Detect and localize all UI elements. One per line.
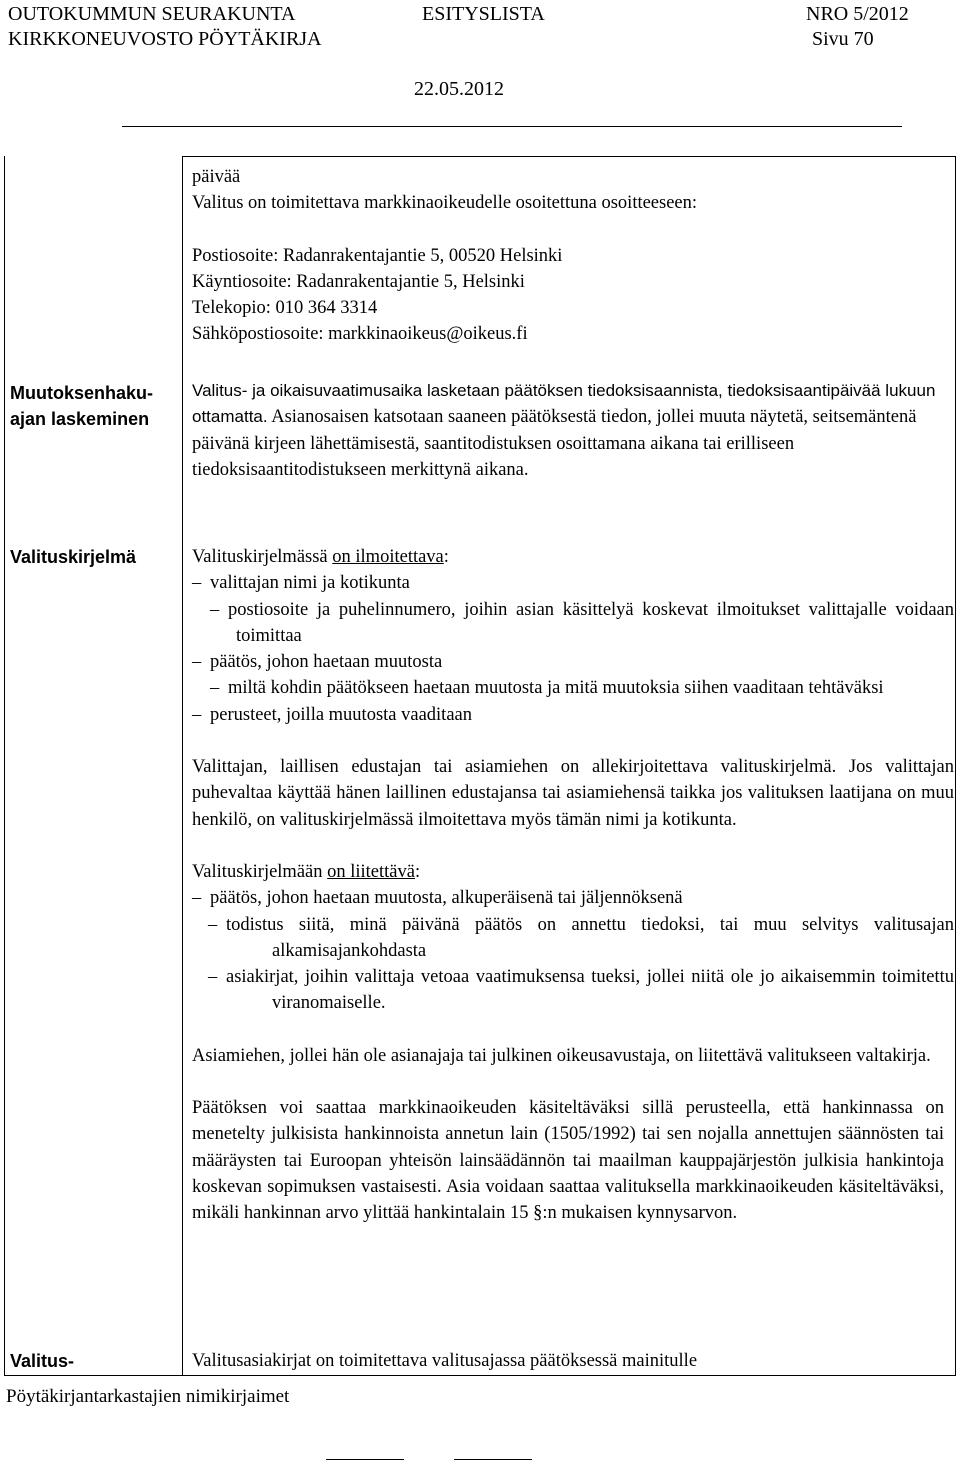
footer-label: Pöytäkirjantarkastajien nimikirjaimet: [6, 1386, 290, 1407]
address-line: päivää: [192, 167, 241, 187]
deadline-text: [192, 378, 958, 483]
letter-section: [192, 544, 954, 1227]
delivery-text: Valitusasiakirjat on toimitettava valitusajassa päätöksessä mainitulle: [192, 1351, 698, 1371]
left-border: [4, 156, 5, 1376]
page-number: Sivu 70: [812, 28, 874, 50]
column-divider: [182, 156, 183, 1376]
table-top-rule: [182, 156, 956, 157]
address-line: Telekopio: 010 364 3314: [192, 298, 378, 319]
right-border: [955, 156, 956, 1376]
signature-line: [454, 1459, 532, 1460]
address-line: Käyntiosoite: Radanrakentajantie 5, Helsinki: [192, 271, 525, 292]
list-item: – miltä kohdin päätökseen haetaan muutosta ja mitä muutoksia siihen vaaditaan tehtäväksi: [210, 678, 884, 699]
meeting-date: 22.05.2012: [414, 78, 504, 100]
address-line: Postiosoite: Radanrakentajantie 5, 00520 Helsinki: [192, 245, 563, 266]
letter-intro: Valituskirjelmässä on ilmoitettava:: [192, 547, 449, 567]
address-line: Valitus on toimitettava markkinaoikeudelle osoitettuna osoitteeseen:: [192, 193, 698, 214]
list-item: – perusteet, joilla muutosta vaaditaan: [192, 704, 472, 725]
power-of-attorney-paragraph: Asiamiehen, jollei hän ole asianajaja tai julkinen oikeusavustaja, on liitettävä valitukseen valtakirja.: [192, 1045, 931, 1066]
signing-paragraph: Valittajan, laillisen edustajan tai asiamiehen on allekirjoitettava valituskirjelmä. Jos valittajan puhevaltaa käyttää hänen laillinen edustajansa tai asiamiehensä taikka jos valituksen laatijana on muu henkilö, on valituskirjelmässä ilmoitettava myös tämän nimi ja kotikunta.: [192, 757, 954, 830]
address-line: Sähköpostiosoite: markkinaoikeus@oikeus.fi: [192, 324, 528, 345]
org-name: OUTOKUMMUN SEURAKUNTA: [8, 3, 296, 25]
attachment-item: – asiakirjat, joihin valittaja vetoaa vaatimuksensa tueksi, jollei niitä ole jo aikaisemmin toimitettu viranomaiselle.: [208, 967, 954, 1014]
section-label-deadline: Muutoksenhaku- ajan laskeminen: [10, 383, 154, 429]
attachment-item: – todistus siitä, minä päivänä päätös on annettu tiedoksi, tai muu selvitys valitusajan alkamisajankohdasta: [208, 914, 954, 961]
attach-intro: Valituskirjelmään on liitettävä:: [192, 861, 421, 882]
body-name: KIRKKONEUVOSTO PÖYTÄKIRJA: [8, 28, 322, 50]
doc-type: ESITYSLISTA: [422, 3, 545, 25]
deadline-text-serif: Asianosaisen katsotaan saaneen päätöksestä tiedon, jollei muuta näytetä, seitsemäntenä päivänä kirjeen lähettämisestä, saantitodistuksen osoittamana aikana tai erilliseen tiedoksisaantitodistukseen merkittynä aikana.: [192, 407, 917, 480]
list-item: – päätös, johon haetaan muutosta: [192, 652, 443, 673]
doc-number: NRO 5/2012: [806, 3, 909, 25]
table-bottom-rule: [4, 1375, 956, 1376]
section-label-delivery: Valitus-: [10, 1351, 75, 1371]
list-item: – valittajan nimi ja kotikunta: [192, 573, 410, 594]
section-label-letter: Valituskirjelmä: [10, 547, 137, 567]
deadline-text-sans: Valitus- ja oikaisuvaatimusaika lasketaan päätöksen tiedoksisaannista, tiedoksisaantipäivää lukuun ottamatta.: [192, 381, 936, 427]
attachment-item: – päätös, johon haetaan muutosta, alkuperäisenä tai jäljennöksenä: [192, 888, 683, 909]
list-item: – postiosoite ja puhelinnumero, joihin asian käsittelyä koskevat ilmoitukset valittajalle voidaan toimittaa: [210, 599, 954, 646]
address-block: [192, 164, 954, 348]
threshold-paragraph: Päätöksen voi saattaa markkinaoikeuden käsiteltäväksi sillä perusteella, että hankinnassa on menetelty julkisista hankinnoista annetun lain (1505/1992) tai sen nojalla annettujen säännösten tai määräysten tai Euroopan yhteisön lainsäädännön tai maailman kauppajärjestön julkisia hankintoja koskevan sopimuksen vastaisesti. Asia voidaan saattaa valituksella markkinaoikeuden käsiteltäväksi, mikäli hankinnan arvo ylittää hankintalain 15 §:n mukaisen kynnysarvon.: [192, 1098, 944, 1224]
signature-line: [326, 1459, 404, 1460]
header-rule: [122, 126, 902, 127]
